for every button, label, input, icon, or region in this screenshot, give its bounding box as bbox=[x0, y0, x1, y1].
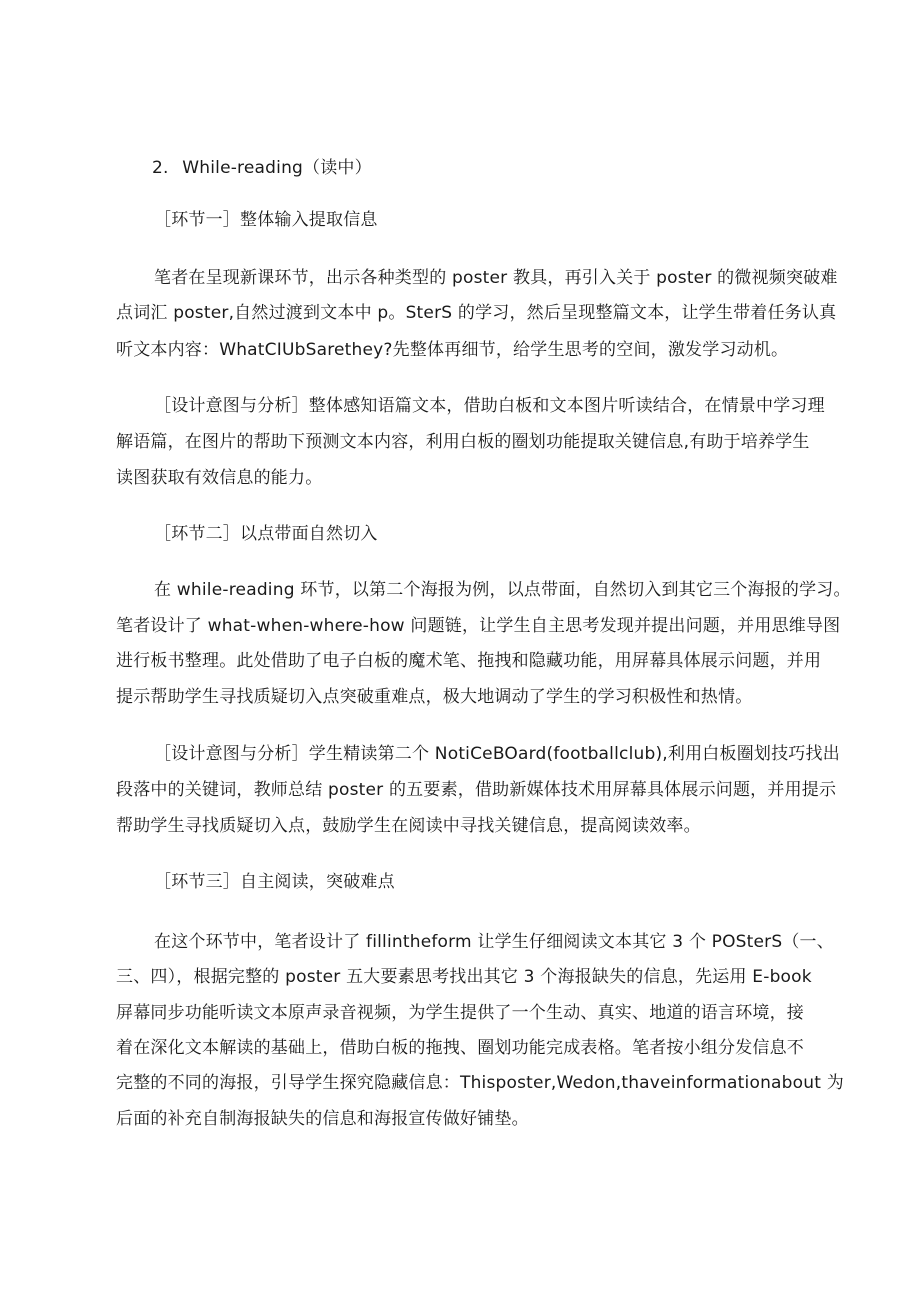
paragraph-1-line-3: 听文本内容：WhatCIUbSarethey?先整体再细节，给学生思考的空间，激发学习动机。 bbox=[116, 340, 789, 360]
paragraph-5-line-4: 着在深化文本解读的基础上，借助白板的拖拽、圈划功能完成表格。笔者按小组分发信息不 bbox=[116, 1038, 804, 1058]
paragraph-3-line-4: 提示帮助学生寻找质疑切入点突破重难点，极大地调动了学生的学习积极性和热情。 bbox=[116, 687, 753, 707]
section-label-1: ［环节一］整体输入提取信息 bbox=[154, 210, 378, 230]
section-label-2: ［环节二］以点带面自然切入 bbox=[154, 524, 378, 544]
paragraph-2-line-2: 解语篇，在图片的帮助下预测文本内容，利用白板的圈划功能提取关键信息,有助于培养学生 bbox=[116, 432, 810, 452]
paragraph-3-line-2: 笔者设计了 what-when-where-how 问题链，让学生自主思考发现并提出问题，并用思维导图 bbox=[116, 616, 841, 636]
paragraph-1-line-1: 笔者在呈现新课环节，出示各种类型的 poster 教具，再引入关于 poster 的微视频突破难 bbox=[154, 268, 838, 288]
paragraph-4-line-2: 段落中的关键词，教师总结 poster 的五要素，借助新媒体技术用屏幕具体展示问题，并用提示 bbox=[116, 780, 837, 800]
heading-title: While-reading（读中） bbox=[182, 158, 372, 178]
paragraph-5-line-1: 在这个环节中，笔者设计了 fillintheform 让学生仔细阅读文本其它 3 个 POSterS（一、 bbox=[154, 932, 834, 952]
paragraph-5-line-6: 后面的补充自制海报缺失的信息和海报宣传做好铺垫。 bbox=[116, 1109, 529, 1129]
heading-number: 2. bbox=[152, 158, 169, 178]
paragraph-3-line-3: 进行板书整理。此处借助了电子白板的魔术笔、拖拽和隐藏功能，用屏幕具体展示问题，并用 bbox=[116, 651, 822, 671]
section-label-3: ［环节三］自主阅读，突破难点 bbox=[154, 872, 395, 892]
section-heading bbox=[152, 158, 372, 178]
paragraph-1-line-2: 点词汇 poster,自然过渡到文本中 p。SterS 的学习，然后呈现整篇文本，让学生带着任务认真 bbox=[116, 303, 837, 323]
paragraph-2-line-3: 读图获取有效信息的能力。 bbox=[116, 468, 323, 488]
paragraph-3-line-1: 在 while-reading 环节，以第二个海报为例，以点带面，自然切入到其它三个海报的学习。 bbox=[154, 580, 851, 600]
paragraph-5-line-2: 三、四），根据完整的 poster 五大要素思考找出其它 3 个海报缺失的信息，先运用 E-book bbox=[116, 967, 812, 987]
paragraph-4-line-1: ［设计意图与分析］学生精读第二个 NotiCeBOard(footballclub),利用白板圈划技巧找出 bbox=[154, 744, 840, 764]
paragraph-2-line-1: ［设计意图与分析］整体感知语篇文本，借助白板和文本图片听读结合，在情景中学习理 bbox=[154, 396, 825, 416]
paragraph-5-line-3: 屏幕同步功能听读文本原声录音视频，为学生提供了一个生动、真实、地道的语言环境，接 bbox=[116, 1003, 804, 1023]
paragraph-5-line-5: 完整的不同的海报，引导学生探究隐藏信息：Thisposter,Wedon,thaveinformationabout 为 bbox=[116, 1073, 844, 1093]
paragraph-4-line-3: 帮助学生寻找质疑切入点，鼓励学生在阅读中寻找关键信息，提高阅读效率。 bbox=[116, 816, 701, 836]
